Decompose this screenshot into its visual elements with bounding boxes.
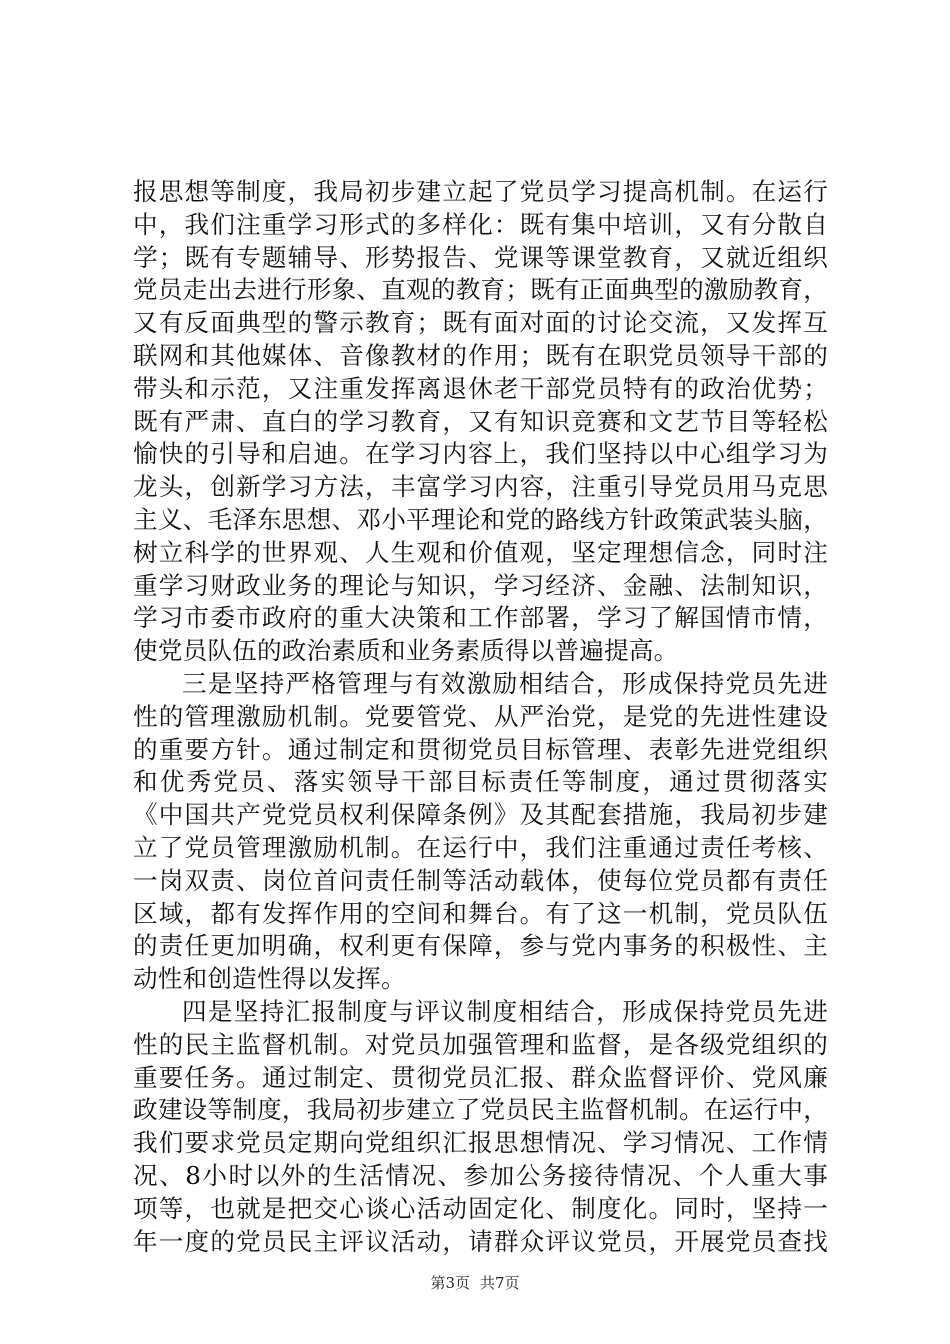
text-line: 中，我们注重学习形式的多样化：既有集中培训，又有分散自	[133, 209, 828, 239]
text-line: 既有严肃、直白的学习教育，又有知识竞赛和文艺节目等轻松	[133, 406, 828, 436]
text-line: 况、8小时以外的生活情况、参加公务接待情况、个人重大事	[133, 1160, 828, 1190]
text-line: 重要任务。通过制定、贯彻党员汇报、群众监督评价、党风廉	[133, 1062, 828, 1092]
text-line: 报思想等制度，我局初步建立起了党员学习提高机制。在运行	[133, 177, 828, 206]
page-total: 共7页	[480, 1274, 520, 1292]
text-line: 政建设等制度，我局初步建立了党员民主监督机制。在运行中，	[133, 1095, 828, 1125]
text-line: 又有反面典型的警示教育；既有面对面的讨论交流，又发挥互	[133, 308, 828, 338]
text-line: 一岗双责、岗位首问责任制等活动载体，使每位党员都有责任	[133, 865, 828, 895]
text-line: 区域，都有发挥作用的空间和舞台。有了这一机制，党员队伍	[133, 898, 828, 928]
text-line: 四是坚持汇报制度与评议制度相结合，形成保持党员先进	[182, 996, 828, 1026]
text-line: 使党员队伍的政治素质和业务素质得以普遍提高。	[133, 636, 679, 666]
text-line: 学；既有专题辅导、形势报告、党课等课堂教育，又就近组织	[133, 242, 828, 272]
text-line: 动性和创造性得以发挥。	[133, 964, 406, 994]
text-line: 树立科学的世界观、人生观和价值观，坚定理想信念，同时注	[133, 537, 828, 567]
text-line: 的重要方针。通过制定和贯彻党员目标管理、表彰先进党组织	[133, 734, 828, 764]
text-line: 性的民主监督机制。对党员加强管理和监督，是各级党组织的	[133, 1029, 828, 1059]
text-line: 主义、毛泽东思想、邓小平理论和党的路线方针政策武装头脑，	[133, 504, 828, 534]
text-line: 龙头，创新学习方法，丰富学习内容，注重引导党员用马克思	[133, 472, 828, 502]
text-line: 带头和示范，又注重发挥离退休老干部党员特有的政治优势；	[133, 373, 828, 403]
paragraph	[133, 996, 828, 1258]
text-line: 和优秀党员、落实领导干部目标责任等制度，通过贯彻落实	[133, 767, 828, 797]
page-footer	[0, 1272, 950, 1293]
paragraph	[133, 668, 828, 996]
text-line: 愉快的引导和启迪。在学习内容上，我们坚持以中心组学习为	[133, 439, 828, 469]
text-line: 我们要求党员定期向党组织汇报思想情况、学习情况、工作情	[133, 1128, 828, 1158]
text-line: 年一度的党员民主评议活动，请群众评议党员，开展党员查找	[133, 1226, 828, 1256]
page-number: 第3页	[430, 1274, 470, 1292]
text-line: 《中国共产党党员权利保障条例》及其配套措施，我局初步建	[133, 800, 828, 830]
text-line: 立了党员管理激励机制。在运行中，我们注重通过责任考核、	[133, 832, 828, 862]
text-line: 三是坚持严格管理与有效激励相结合，形成保持党员先进	[182, 668, 828, 698]
text-line: 重学习财政业务的理论与知识，学习经济、金融、法制知识，	[133, 570, 828, 600]
text-line: 党员走出去进行形象、直观的教育；既有正面典型的激励教育，	[133, 275, 828, 305]
text-line: 联网和其他媒体、音像教材的作用；既有在职党员领导干部的	[133, 340, 828, 370]
paragraph	[133, 176, 828, 668]
text-line: 项等，也就是把交心谈心活动固定化、制度化。同时，坚持一	[133, 1193, 828, 1223]
text-line: 学习市委市政府的重大决策和工作部署，学习了解国情市情，	[133, 603, 828, 633]
body-text	[133, 176, 828, 1258]
text-line: 的责任更加明确，权利更有保障，参与党内事务的积极性、主	[133, 931, 828, 961]
text-line: 性的管理激励机制。党要管党、从严治党，是党的先进性建设	[133, 701, 828, 731]
